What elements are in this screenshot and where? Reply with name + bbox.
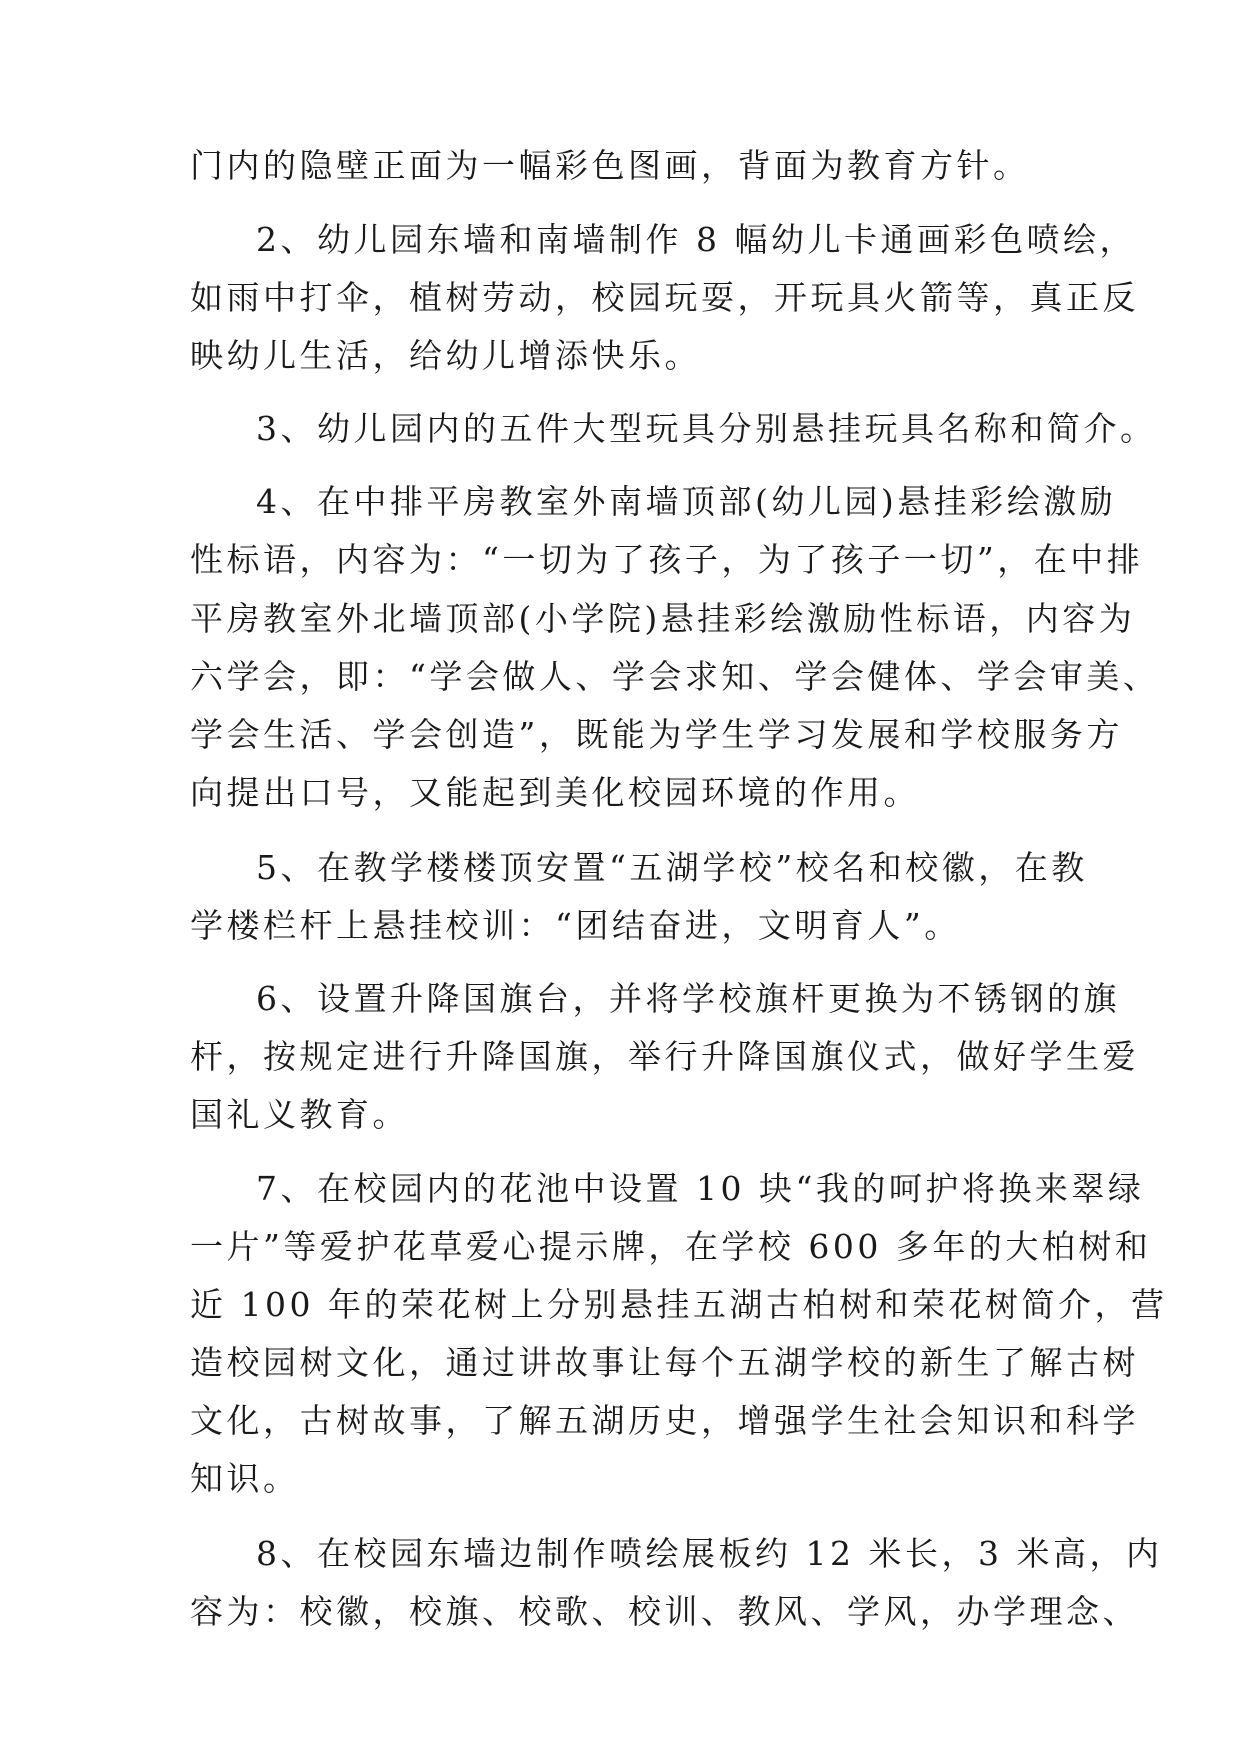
text-line: 一片”等爱护花草爱心提示牌，在学校 600 多年的大柏树和: [190, 1227, 1152, 1266]
text-line: 造校园树文化，通过讲故事让每个五湖学校的新生了解古树: [190, 1343, 1139, 1382]
text-line: 文化，古树故事，了解五湖历史，增强学生社会知识和科学: [190, 1401, 1139, 1440]
text-line: 近 100 年的荣花树上分别悬挂五湖古柏树和荣花树简介，营: [190, 1285, 1168, 1324]
text-line: 向提出口号，又能起到美化校园环境的作用。: [190, 773, 920, 812]
text-line: 门内的隐壁正面为一幅彩色图画，背面为教育方针。: [190, 146, 1030, 185]
text-line: 学会生活、学会创造”，既能为学生学习发展和学校服务方: [190, 715, 1123, 754]
text-line: 映幼儿生活，给幼儿增添快乐。: [190, 336, 701, 375]
text-line: 3、幼儿园内的五件大型玩具分别悬挂玩具名称和简介。: [256, 409, 1157, 448]
text-line: 2、幼儿园东墙和南墙制作 8 幅幼儿卡通画彩色喷绘，: [256, 220, 1136, 259]
text-line: 如雨中打伞，植树劳动，校园玩耍，开玩具火箭等，真正反: [190, 278, 1139, 317]
text-line: 8、在校园东墙边制作喷绘展板约 12 米长，3 米高，内: [256, 1534, 1163, 1573]
text-line: 6、设置升降国旗台，并将学校旗杆更换为不锈钢的旗: [256, 979, 1120, 1018]
text-line: 杆，按规定进行升降国旗，举行升降国旗仪式，做好学生爱: [190, 1037, 1139, 1076]
text-line: 知识。: [190, 1459, 300, 1498]
text-line: 4、在中排平房教室外南墙顶部(幼儿园)悬挂彩绘激励: [256, 482, 1117, 521]
text-line: 5、在教学楼楼顶安置“五湖学校”校名和校徽，在教: [256, 848, 1088, 887]
text-line: 性标语，内容为：“一切为了孩子，为了孩子一切”，在中排: [190, 540, 1144, 579]
text-line: 7、在校园内的花池中设置 10 块“我的呵护将换来翠绿: [256, 1169, 1145, 1208]
text-line: 六学会，即：“学会做人、学会求知、学会健体、学会审美、: [190, 657, 1160, 696]
text-line: 国礼义教育。: [190, 1095, 409, 1134]
text-line: 容为：校徽，校旗、校歌、校训、教风、学风，办学理念、: [190, 1592, 1139, 1631]
text-line: 平房教室外北墙顶部(小学院)悬挂彩绘激励性标语，内容为: [190, 599, 1136, 638]
text-line: 学楼栏杆上悬挂校训：“团结奋进，文明育人”。: [190, 906, 961, 945]
